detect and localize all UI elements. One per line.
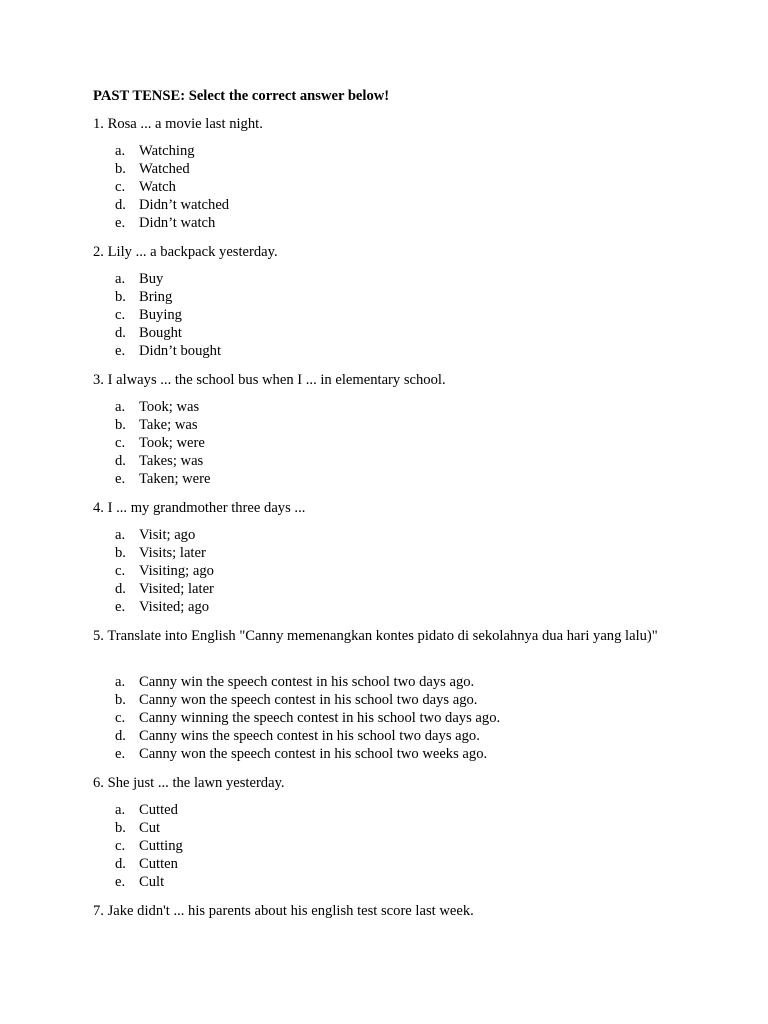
- option-text: Take; was: [139, 417, 198, 434]
- option-letter: d.: [115, 325, 126, 342]
- option-letter: d.: [115, 197, 126, 214]
- option-text: Cutting: [139, 838, 183, 855]
- question-1: 1. Rosa ... a movie last night.: [93, 116, 263, 132]
- question-5: 5. Translate into English "Canny memenangkan kontes pidato di sekolahnya dua hari yang lalu)": [93, 628, 658, 644]
- option-text: Taken; were: [139, 471, 211, 488]
- option-text: Took; was: [139, 399, 200, 415]
- option-letter: a.: [115, 271, 126, 287]
- option-text: Cutten: [139, 856, 178, 873]
- option-letter: c.: [115, 838, 126, 855]
- option-text: Didn’t watched: [139, 197, 230, 214]
- option-letter: c.: [115, 563, 126, 580]
- option-text: Takes; was: [139, 453, 204, 470]
- option-text: Bring: [139, 289, 173, 306]
- question-7: 7. Jake didn't ... his parents about his english test score last week.: [93, 903, 474, 919]
- option-letter: b.: [115, 820, 126, 837]
- option-letter: c.: [115, 179, 126, 196]
- question-4: 4. I ... my grandmother three days ...: [93, 500, 306, 516]
- page-title: PAST TENSE: Select the correct answer below!: [93, 88, 390, 104]
- option-letter: a.: [115, 527, 126, 543]
- option-letter: b.: [115, 289, 126, 306]
- option-letter: d.: [115, 728, 126, 745]
- option-letter: e.: [115, 215, 126, 232]
- option-letter: b.: [115, 161, 126, 178]
- option-text: Cutted: [139, 802, 178, 818]
- option-text: Didn’t bought: [139, 343, 222, 360]
- option-text: Canny winning the speech contest in his school two days ago.: [139, 710, 501, 727]
- option-text: Watched: [139, 161, 190, 178]
- option-text: Cult: [139, 874, 165, 891]
- option-letter: a.: [115, 802, 126, 818]
- option-text: Visited; later: [139, 581, 214, 598]
- option-text: Visiting; ago: [139, 563, 214, 580]
- option-text: Canny wins the speech contest in his school two days ago.: [139, 728, 480, 745]
- option-letter: d.: [115, 581, 126, 598]
- question-3: 3. I always ... the school bus when I ... in elementary school.: [93, 372, 446, 388]
- option-text: Didn’t watch: [139, 215, 216, 232]
- option-text: Canny win the speech contest in his school two days ago.: [139, 674, 475, 690]
- option-letter: b.: [115, 417, 126, 434]
- option-letter: e.: [115, 746, 126, 763]
- option-text: Canny won the speech contest in his school two days ago.: [139, 692, 478, 709]
- option-text: Buy: [139, 271, 164, 287]
- option-letter: d.: [115, 856, 126, 873]
- option-text: Took; were: [139, 435, 205, 452]
- option-letter: e.: [115, 874, 126, 891]
- option-letter: e.: [115, 343, 126, 360]
- option-text: Bought: [139, 325, 182, 342]
- option-letter: b.: [115, 545, 126, 562]
- option-letter: c.: [115, 710, 126, 727]
- option-letter: e.: [115, 471, 126, 488]
- option-text: Watching: [139, 143, 195, 159]
- question-6: 6. She just ... the lawn yesterday.: [93, 775, 285, 791]
- option-letter: e.: [115, 599, 126, 616]
- option-letter: a.: [115, 143, 126, 159]
- option-text: Visit; ago: [139, 527, 196, 543]
- option-letter: d.: [115, 453, 126, 470]
- question-2: 2. Lily ... a backpack yesterday.: [93, 244, 278, 260]
- option-text: Buying: [139, 307, 182, 324]
- option-letter: c.: [115, 435, 126, 452]
- option-letter: c.: [115, 307, 126, 324]
- option-text: Watch: [139, 179, 176, 196]
- option-text: Visits; later: [139, 545, 206, 562]
- option-letter: b.: [115, 692, 126, 709]
- option-text: Visited; ago: [139, 599, 210, 616]
- option-text: Canny won the speech contest in his school two weeks ago.: [139, 746, 488, 763]
- option-letter: a.: [115, 674, 126, 690]
- option-letter: a.: [115, 399, 126, 415]
- option-text: Cut: [139, 820, 161, 837]
